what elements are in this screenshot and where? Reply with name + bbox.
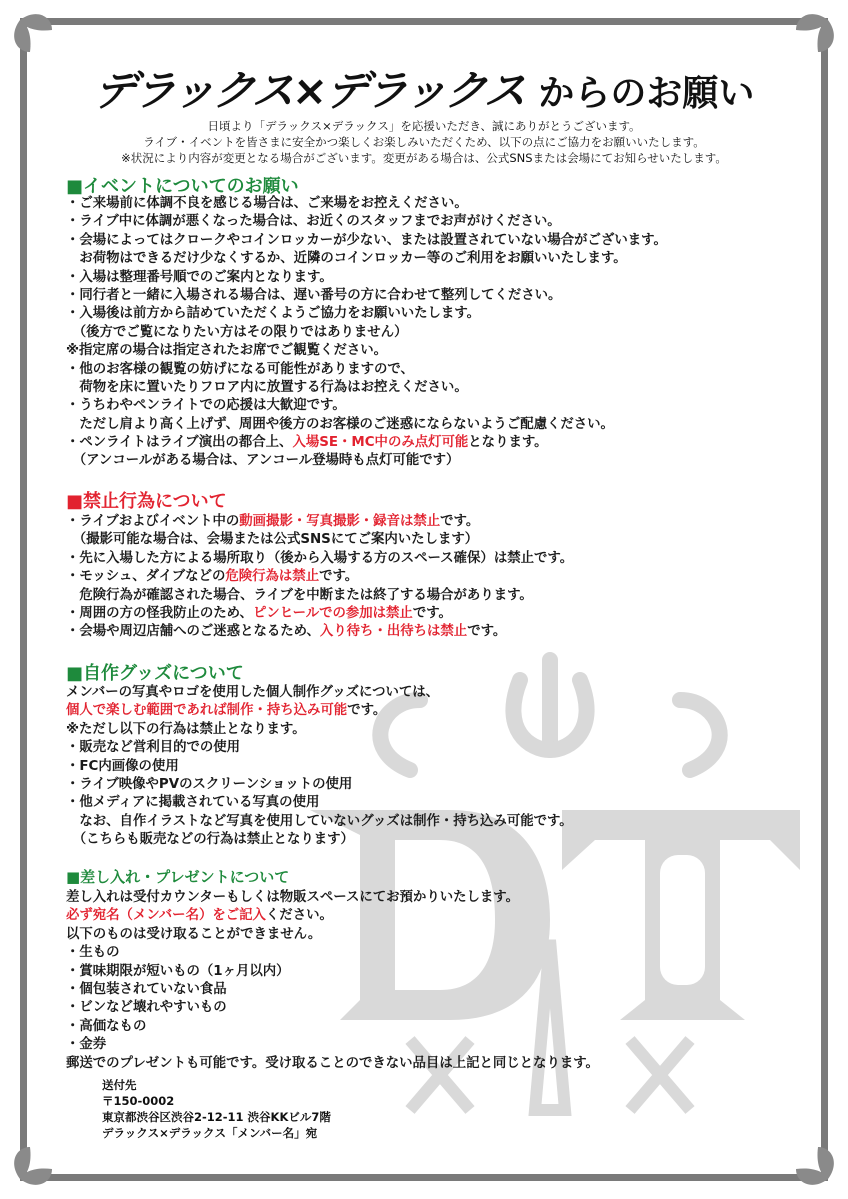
text-line xyxy=(66,361,667,379)
line-text: ・モッシュ、ダイブなどの xyxy=(66,569,226,585)
highlighted-text: 動画撮影・写真撮影・録音は禁止 xyxy=(239,514,441,529)
line-text: ・ペンライトはライブ演出の都合上、 xyxy=(66,435,293,451)
line-text: ・先に入場した方による場所取り（後から入場する方のスペース確保）は禁止です。 xyxy=(66,550,574,566)
section-title-event: ■イベントについてのお願い xyxy=(66,176,299,197)
line-text: ・会場や周辺店舗へのご迷惑となるため、 xyxy=(66,624,320,640)
line-text: ・高価なもの xyxy=(66,1018,147,1034)
line-text: ・入場後は前方から詰めていただくようご協力をお願いいたします。 xyxy=(66,306,481,322)
text-line xyxy=(66,776,573,794)
section-title-prohibited: ■禁止行為について xyxy=(66,491,227,512)
text-line xyxy=(66,963,599,981)
line-text: メンバーの写真やロゴを使用した個人制作グッズについては、 xyxy=(66,685,440,700)
text-line xyxy=(66,758,573,776)
text-line xyxy=(66,721,573,739)
line-text: ・ライブ中に体調が悪くなった場合は、お近くのスタッフまでお声がけください。 xyxy=(66,214,561,230)
text-line xyxy=(66,889,599,907)
line-text: ・他のお客様の観覧の妨げになる可能性がありますので、 xyxy=(66,361,414,377)
text-line xyxy=(66,568,573,586)
line-text: なお、自作イラストなど写真を使用していないグッズは制作・持ち込み可能です。 xyxy=(66,813,573,829)
text-line xyxy=(66,452,667,470)
text-line xyxy=(66,1055,599,1073)
line-text: です。 xyxy=(347,703,387,719)
line-text: ※ただし以下の行為は禁止となります。 xyxy=(66,721,306,737)
text-line xyxy=(66,944,599,962)
text-line xyxy=(66,232,667,250)
line-text: ・会場によってはクロークやコインロッカーが少ない、または設置されていない場合がございます。 xyxy=(66,232,667,248)
line-text: ・他メディアに掲載されている写真の使用 xyxy=(66,795,320,811)
intro-line: ※状況により内容が変更となる場合がございます。変更がある場合は、公式SNSまたは会場にてお知らせいたします。 xyxy=(121,151,727,165)
line-text: ・周囲の方の怪我防止のため、 xyxy=(66,605,253,621)
text-line xyxy=(66,250,667,268)
address-street: 東京都渋谷区渋谷2-12-11 渋谷KKビル7階 xyxy=(102,1110,331,1124)
line-text: ・生もの xyxy=(66,945,120,961)
section-body-gifts xyxy=(66,889,599,1073)
line-text: ・同行者と一緒に入場される場合は、遅い番号の方に合わせて整列してください。 xyxy=(66,287,562,303)
highlighted-text: 個人で楽しむ範囲であれば制作・持ち込み可能 xyxy=(66,703,348,719)
section-body-goods xyxy=(66,684,573,850)
intro-line: 日頃より「デラックス×デラックス」を応援いただき、誠にありがとうございます。 xyxy=(207,119,641,133)
text-line xyxy=(66,213,667,231)
line-text: ・うちわやペンライトでの応援は大歓迎です。 xyxy=(66,398,346,414)
text-line xyxy=(66,831,573,849)
section-title-goods: ■自作グッズについて xyxy=(66,663,244,684)
line-text: ※指定席の場合は指定されたお席でご観覧ください。 xyxy=(66,343,388,359)
text-line xyxy=(66,379,667,397)
line-text: ・賞味期限が短いもの（1ヶ月以内） xyxy=(66,963,290,979)
line-text: （撮影可能な場合は、会場または公式SNSにてご案内いたします） xyxy=(66,532,479,548)
highlighted-text: ピンヒールでの参加は禁止 xyxy=(252,605,413,621)
title-suffix: からのお願い xyxy=(538,73,755,114)
text-line xyxy=(66,926,599,944)
line-text: 郵送でのプレゼントも可能です。受け取ることのできない品目は上記と同じとなります。 xyxy=(66,1055,599,1071)
highlighted-text: 入り待ち・出待ちは禁止 xyxy=(319,624,468,640)
text-line xyxy=(66,550,573,568)
highlighted-text: 入場SE・MC中のみ点灯可能 xyxy=(292,435,469,451)
text-line xyxy=(66,287,667,305)
line-text: ・個包装されていない食品 xyxy=(66,981,227,997)
line-text: ・ライブ映像やPVのスクリーンショットの使用 xyxy=(66,776,353,792)
line-text: となります。 xyxy=(468,435,548,451)
text-line xyxy=(66,794,573,812)
line-text: 以下のものは受け取ることができません。 xyxy=(66,926,322,942)
highlighted-text: 必ず宛名（メンバー名）をご記入 xyxy=(66,908,266,924)
line-text: （こちらも販売などの行為は禁止となります） xyxy=(66,832,354,848)
intro-line: ライブ・イベントを皆さまに安全かつ楽しくお楽しみいただくため、以下の点にご協力をお願いいたします。 xyxy=(143,135,705,149)
line-text: です。 xyxy=(440,514,480,529)
text-line xyxy=(66,269,667,287)
line-text: ・金券 xyxy=(66,1037,107,1053)
line-text: ・入場は整理番号順でのご案内となります。 xyxy=(66,269,333,285)
line-text: 差し入れは受付カウンターもしくは物販スペースにてお預かりいたします。 xyxy=(66,890,520,905)
line-text: 危険行為が確認された場合、ライブを中断または終了する場合があります。 xyxy=(66,587,533,603)
text-line xyxy=(66,434,667,452)
address-label: 送付先 xyxy=(102,1078,137,1092)
line-text: ・販売など営利目的での使用 xyxy=(66,740,241,756)
text-line xyxy=(66,813,573,831)
text-line xyxy=(66,1018,599,1036)
text-line xyxy=(66,531,573,549)
intro-text xyxy=(60,118,788,166)
section-title-gifts: ■差し入れ・プレゼントについて xyxy=(66,868,290,886)
section-body-prohibited xyxy=(66,513,573,642)
line-text: 荷物を床に置いたりフロア内に放置する行為はお控えください。 xyxy=(66,379,468,395)
text-line xyxy=(66,324,667,342)
text-line xyxy=(66,981,599,999)
line-text: ただし肩より高く上げず、周囲や後方のお客様のご迷惑にならないようご配慮ください。 xyxy=(66,416,614,432)
line-text: ・ライブおよびイベント中の xyxy=(66,514,240,529)
line-text: お荷物はできるだけ少なくするか、近隣のコインロッカー等のご利用をお願いいたします。 xyxy=(66,251,627,267)
line-text: ・ビンなど壊れやすいもの xyxy=(66,1000,227,1016)
text-line xyxy=(66,416,667,434)
text-line xyxy=(66,684,573,702)
line-text: です。 xyxy=(467,624,507,640)
text-line xyxy=(66,195,667,213)
line-text: です。 xyxy=(412,605,452,621)
address-postal-code: 〒150-0002 xyxy=(102,1094,175,1108)
text-line xyxy=(66,513,573,531)
text-line xyxy=(66,605,573,623)
text-line xyxy=(66,739,573,757)
text-line xyxy=(66,342,667,360)
text-line xyxy=(66,587,573,605)
highlighted-text: 危険行為は禁止 xyxy=(225,569,320,585)
section-body-event xyxy=(66,195,667,471)
line-text: です。 xyxy=(319,569,359,585)
text-line xyxy=(66,702,573,720)
text-line xyxy=(66,305,667,323)
address-recipient: デラックス×デラックス「メンバー名」宛 xyxy=(102,1126,318,1140)
line-text: （後方でご覧になりたい方はその限りではありません） xyxy=(66,324,408,340)
line-text: ・FC内画像の使用 xyxy=(66,758,179,774)
text-line xyxy=(66,397,667,415)
text-line xyxy=(66,999,599,1017)
line-text: （アンコールがある場合は、アンコール登場時も点灯可能です） xyxy=(66,453,460,469)
line-text: ください。 xyxy=(265,908,333,924)
text-line xyxy=(66,907,599,925)
mailing-address xyxy=(102,1077,331,1141)
text-line xyxy=(66,623,573,641)
band-name-logo: デラックス×デラックス xyxy=(91,66,526,115)
page-title xyxy=(0,58,848,118)
text-line xyxy=(66,1036,599,1054)
line-text: ・ご来場前に体調不良を感じる場合は、ご来場をお控えください。 xyxy=(66,196,468,211)
